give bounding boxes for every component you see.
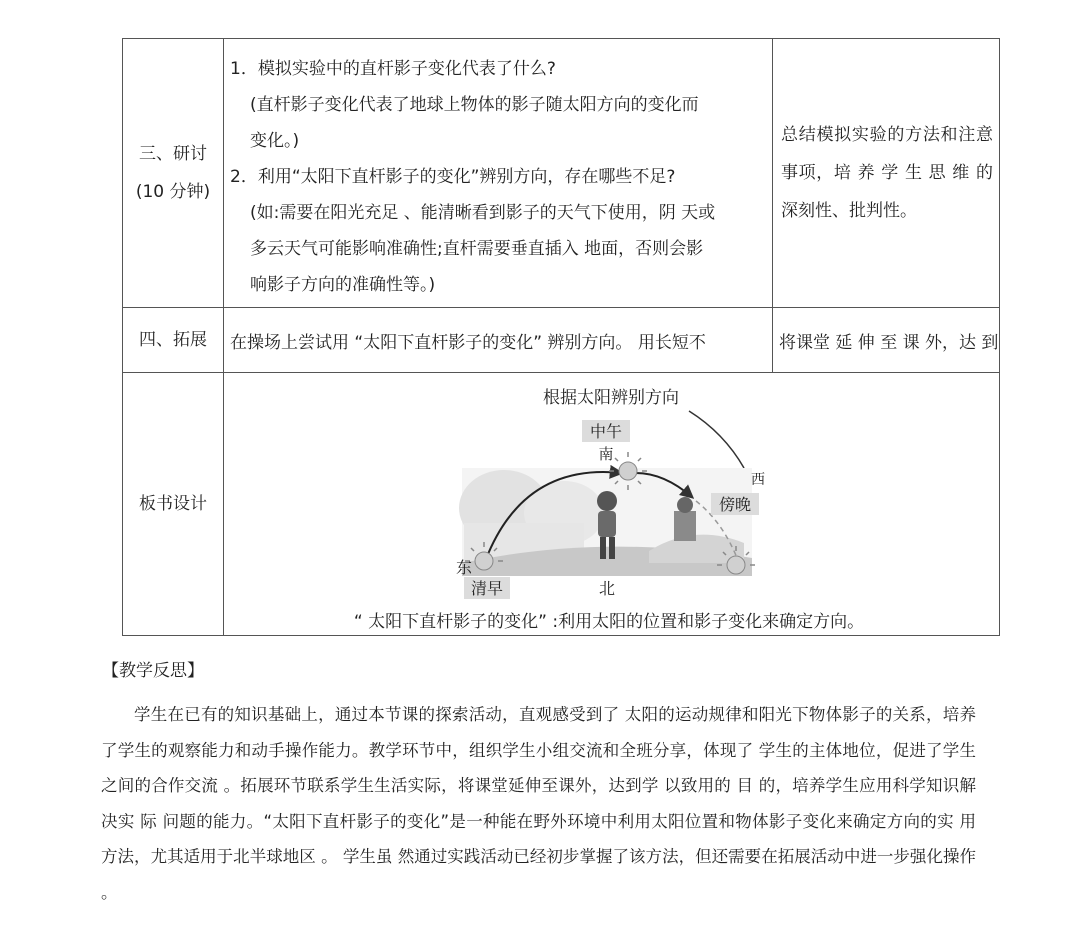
landscape-illustration: [459, 452, 755, 576]
west-label: 西: [751, 472, 765, 488]
title-pointer-line: [689, 411, 744, 468]
distant-figure: [674, 497, 696, 541]
research-stage-cell: [123, 39, 224, 308]
research-intent-text: 总结模拟实验的方法和注意事项，培 养 学 生 思 维 的深刻性、批判性。: [781, 125, 993, 221]
board-title: 根据太阳辨别方向: [543, 388, 679, 408]
extend-intent-text: 将课堂 延 伸 至 课 外，达 到: [779, 332, 999, 353]
question-2: 2．利用“太阳下直杆影子的变化”辨别方向，存在哪些不足?: [230, 167, 676, 187]
south-label: 南: [598, 445, 614, 463]
research-intent-cell: [773, 39, 1000, 308]
extend-row: [123, 308, 1000, 373]
extend-content-text: 在操场上尝试用 “太阳下直杆影子的变化” 辨别方向。 用长短不: [230, 332, 706, 353]
board-design-cell: [224, 373, 1000, 636]
research-content-cell: [224, 39, 773, 308]
north-label: 北: [598, 579, 616, 598]
reflection-body: 学生在已有的知识基础上，通过本节课的探索活动，直观感受到了 太阳的运动规律和阳光下物体影子的关系，培养了学生的观察能力和动手操作能力。教学环节中，组织学生小组交流和全班分享，体现了 学生的主体地位，促进了学生之间的合作交流 。拓展环节联系学生生活实际，将课堂延伸至课外，达到学 以致用的 目 的，培养学生应用科学知识解决实 际 问题的能力。“太阳下直杆影子的变化”是一种能在野外环境中利用太阳位置和物体影子变化来确定方向的实 用 方法，尤其适用于北半球地区 。 学生虽 然通过实践活动已经初步掌握了该方法，但还需要在拓展活动中进一步强化操作 。: [101, 705, 976, 902]
answer-2-line-3: 响影子方向的准确性等。): [250, 275, 436, 295]
answer-2-line-2: 多云天气可能影响准确性;直杆需要垂直插入 地面，否则会影: [250, 239, 704, 259]
noon-label: 中午: [589, 422, 623, 441]
question-1: 1．模拟实验中的直杆影子变化代表了什么?: [230, 59, 556, 79]
sun-direction-diagram: [224, 373, 999, 635]
research-stage-label: 三、研讨: [139, 144, 207, 164]
reflection-title: 【教学反思】: [102, 661, 204, 681]
answer-1-line-1: (直杆影子变化代表了地球上物体的影子随太阳方向的变化而: [250, 95, 699, 115]
board-caption: “ 太阳下直杆影子的变化” :利用太阳的位置和影子变化来确定方向。: [353, 612, 865, 632]
evening-label: 傍晚: [718, 495, 752, 514]
extend-stage-label: 四、拓展: [123, 308, 224, 373]
research-time-label: (10 分钟): [135, 182, 211, 202]
extend-intent-cell: [773, 308, 1000, 373]
research-row: [123, 39, 1000, 308]
board-stage-label: 板书设计: [123, 373, 224, 636]
answer-1-line-2: 变化。): [250, 131, 300, 151]
morning-label: 清早: [470, 579, 504, 598]
lesson-plan-table: [122, 38, 1000, 636]
east-label: 东: [455, 558, 473, 577]
extend-content-cell: [224, 308, 773, 373]
answer-2-line-1: (如:需要在阳光充足 、能清晰看到影子的天气下使用，阴 天或: [250, 203, 716, 223]
board-row: [123, 373, 1000, 636]
